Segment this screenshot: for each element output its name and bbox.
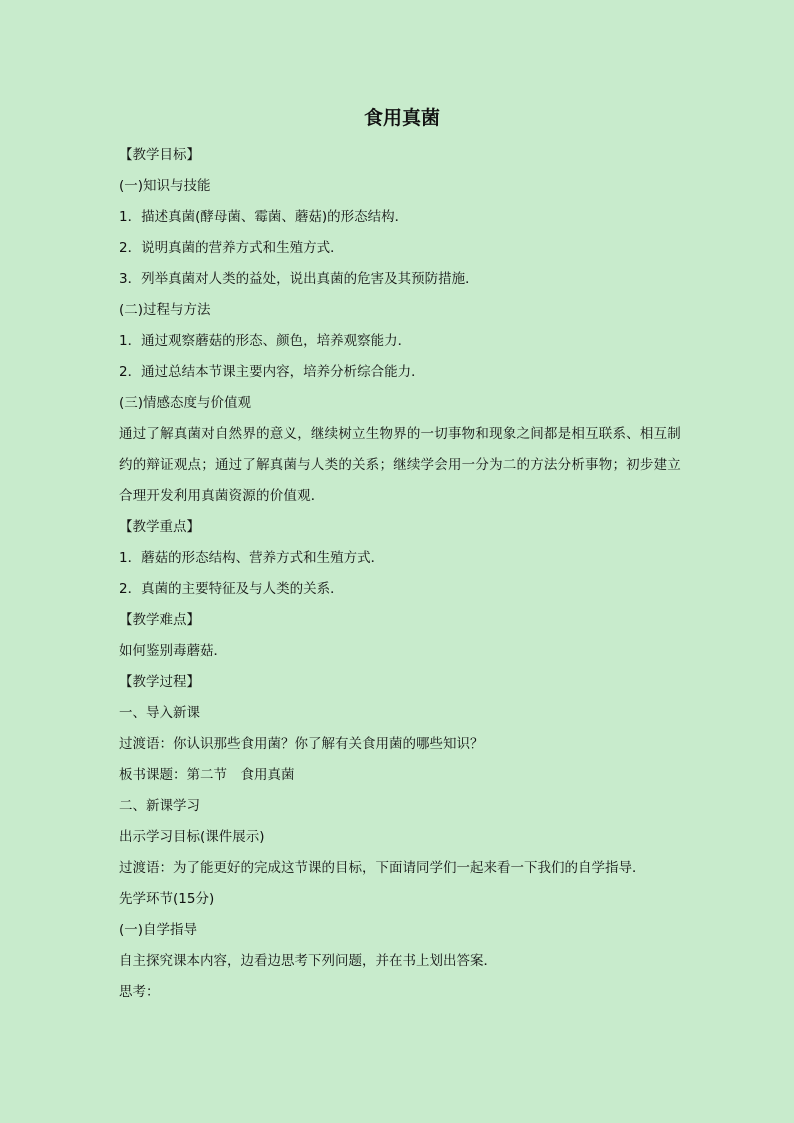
objective-item-2: 2．说明真菌的营养方式和生殖方式． — [119, 240, 344, 256]
section-heading-difficulties: 【教学难点】 — [119, 612, 200, 628]
subheading-process-method: (二)过程与方法 — [119, 302, 211, 318]
key-point-item-1: 1．蘑菇的形态结构、营养方式和生殖方式． — [119, 550, 385, 566]
difficulty-item: 如何鉴别毒蘑菇． — [119, 643, 227, 659]
self-study-guide-heading: (一)自学指导 — [119, 922, 198, 938]
transition-text-2: 过渡语：为了能更好的完成这节课的目标，下面请同学们一起来看一下我们的自学指导． — [119, 860, 646, 876]
objective-item-1: 1．描述真菌(酵母菌、霉菌、蘑菇)的形态结构． — [119, 209, 409, 225]
think-label: 思考： — [119, 984, 160, 1000]
board-title-text: 板书课题：第二节 食用真菌 — [119, 767, 295, 783]
attitude-values-paragraph: 通过了解真菌对自然界的意义，继续树立生物界的一切事物和现象之间都是相互联系、相互制约的辩证观点；通过了解真菌与人类的关系；继续学会用一分为二的方法分析事物；初步建立合理开发利用真菌资源的价值观． — [119, 426, 681, 504]
section-heading-key-points: 【教学重点】 — [119, 519, 200, 535]
self-study-instruction: 自主探究课本内容，边看边思考下列问题，并在书上划出答案． — [119, 953, 497, 969]
document-title: 食用真菌 — [363, 107, 440, 129]
subheading-attitude-values: (三)情感态度与价值观 — [119, 395, 252, 411]
process-item-1: 1．通过观察蘑菇的形态、颜色，培养观察能力． — [119, 333, 412, 349]
objective-item-3: 3．列举真菌对人类的益处，说出真菌的危害及其预防措施． — [119, 271, 479, 287]
transition-text-1: 过渡语：你认识那些食用菌？你了解有关食用菌的哪些知识？ — [119, 736, 484, 752]
subheading-knowledge-skills: (一)知识与技能 — [119, 178, 211, 194]
pre-study-stage: 先学环节(15分) — [119, 891, 215, 907]
show-objectives-text: 出示学习目标(课件展示) — [119, 829, 265, 845]
key-point-item-2: 2．真菌的主要特征及与人类的关系． — [119, 581, 344, 597]
process-item-2: 2．通过总结本节课主要内容，培养分析综合能力． — [119, 364, 425, 380]
step-new-lesson: 二、新课学习 — [119, 798, 200, 814]
document-page — [119, 104, 681, 1008]
section-heading-objectives: 【教学目标】 — [119, 147, 200, 163]
step-introduction: 一、导入新课 — [119, 705, 200, 721]
section-heading-process: 【教学过程】 — [119, 674, 200, 690]
